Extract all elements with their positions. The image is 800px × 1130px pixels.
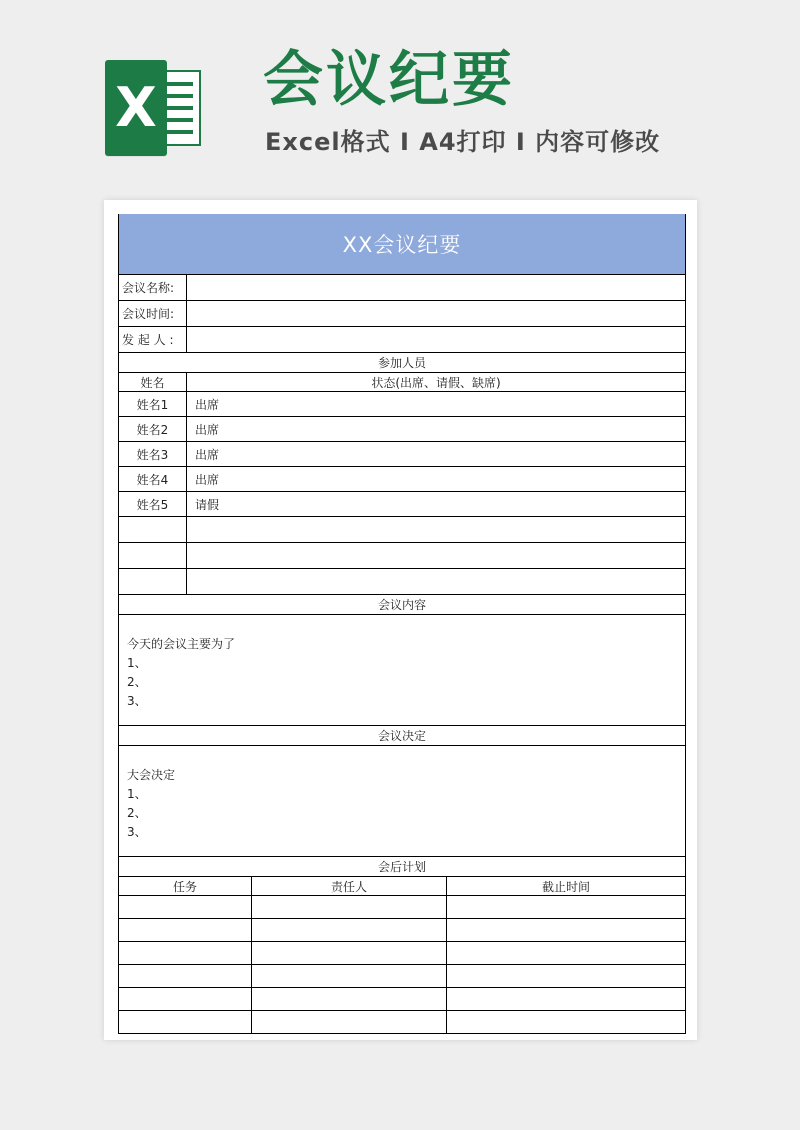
plan-deadline-cell[interactable] [447, 1011, 685, 1033]
page-title: 会议纪要 [263, 45, 515, 115]
attendee-row [119, 569, 685, 595]
content-line: 1、 [127, 656, 147, 670]
sheet-title: XX会议纪要 [119, 214, 685, 275]
info-row-meeting-name [119, 275, 685, 301]
attendee-name[interactable]: 姓名5 [119, 492, 187, 516]
attendee-status[interactable] [187, 569, 685, 594]
plan-row [119, 896, 685, 919]
attendee-row [119, 417, 685, 442]
plan-deadline-cell[interactable] [447, 942, 685, 964]
minutes-sheet [118, 214, 686, 1034]
attendee-status[interactable]: 出席 [195, 447, 220, 462]
attendee-row [119, 442, 685, 467]
excel-logo-badge [105, 60, 167, 156]
attendee-name[interactable] [119, 543, 187, 568]
attendee-row [119, 517, 685, 543]
plan-task-cell[interactable] [119, 965, 252, 987]
attendee-status[interactable] [187, 517, 685, 542]
attendee-status[interactable]: 请假 [195, 497, 220, 512]
excel-logo-letter: X [115, 76, 157, 139]
excel-logo-icon [105, 60, 201, 156]
col-header-task: 任务 [119, 877, 252, 895]
plan-header-row [119, 877, 685, 896]
col-header-status: 状态(出席、请假、缺席) [371, 375, 501, 390]
decision-line: 3、 [127, 825, 147, 839]
attendee-status[interactable]: 出席 [195, 472, 220, 487]
decision-line: 2、 [127, 806, 147, 820]
info-label: 会议名称: [119, 275, 187, 300]
info-value-cell[interactable] [187, 327, 685, 352]
plan-row [119, 988, 685, 1011]
attendee-status[interactable]: 出席 [195, 422, 220, 437]
attendee-name[interactable]: 姓名2 [119, 417, 187, 441]
plan-task-cell[interactable] [119, 942, 252, 964]
decision-section-title: 会议决定 [119, 726, 685, 746]
plan-row [119, 1011, 685, 1034]
info-value-cell[interactable] [187, 275, 685, 300]
document-paper [104, 200, 697, 1040]
content-line: 今天的会议主要为了 [127, 637, 236, 651]
plan-owner-cell[interactable] [252, 942, 447, 964]
col-header-name: 姓名 [119, 373, 187, 391]
attendee-status[interactable] [187, 543, 685, 568]
attendees-section-title: 参加人员 [119, 353, 685, 373]
decision-text-cell[interactable] [119, 746, 685, 857]
plan-owner-cell[interactable] [252, 988, 447, 1010]
plan-section-title: 会后计划 [119, 857, 685, 877]
plan-owner-cell[interactable] [252, 919, 447, 941]
attendee-name[interactable]: 姓名4 [119, 467, 187, 491]
attendee-row [119, 492, 685, 517]
col-header-deadline: 截止时间 [541, 879, 590, 894]
col-header-owner: 责任人 [252, 877, 447, 895]
attendee-name[interactable] [119, 569, 187, 594]
attendee-name[interactable]: 姓名3 [119, 442, 187, 466]
decision-line: 1、 [127, 787, 147, 801]
content-text-cell[interactable] [119, 615, 685, 726]
info-value-cell[interactable] [187, 301, 685, 326]
attendee-row [119, 467, 685, 492]
attendee-name[interactable] [119, 517, 187, 542]
attendees-header-row [119, 373, 685, 392]
content-line: 2、 [127, 675, 147, 689]
plan-deadline-cell[interactable] [447, 988, 685, 1010]
plan-deadline-cell[interactable] [447, 919, 685, 941]
plan-deadline-cell[interactable] [447, 896, 685, 918]
spreadsheet-grid-icon [161, 70, 201, 146]
info-row-meeting-time [119, 301, 685, 327]
plan-deadline-cell[interactable] [447, 965, 685, 987]
plan-task-cell[interactable] [119, 919, 252, 941]
plan-owner-cell[interactable] [252, 965, 447, 987]
info-row-initiator [119, 327, 685, 353]
attendee-name[interactable]: 姓名1 [119, 392, 187, 416]
info-label: 会议时间: [119, 301, 187, 326]
content-section-title: 会议内容 [119, 595, 685, 615]
attendee-row [119, 543, 685, 569]
attendee-status[interactable]: 出席 [195, 397, 220, 412]
plan-task-cell[interactable] [119, 896, 252, 918]
plan-row [119, 965, 685, 988]
plan-owner-cell[interactable] [252, 896, 447, 918]
info-label: 发 起 人 : [119, 327, 187, 352]
attendee-row [119, 392, 685, 417]
plan-task-cell[interactable] [119, 988, 252, 1010]
plan-row [119, 919, 685, 942]
page-subtitle: Excel格式 Ⅰ A4打印 Ⅰ 内容可修改 [265, 128, 661, 156]
plan-task-cell[interactable] [119, 1011, 252, 1033]
plan-row [119, 942, 685, 965]
content-line: 3、 [127, 694, 147, 708]
header-banner [0, 0, 800, 195]
plan-owner-cell[interactable] [252, 1011, 447, 1033]
decision-line: 大会决定 [127, 768, 176, 782]
